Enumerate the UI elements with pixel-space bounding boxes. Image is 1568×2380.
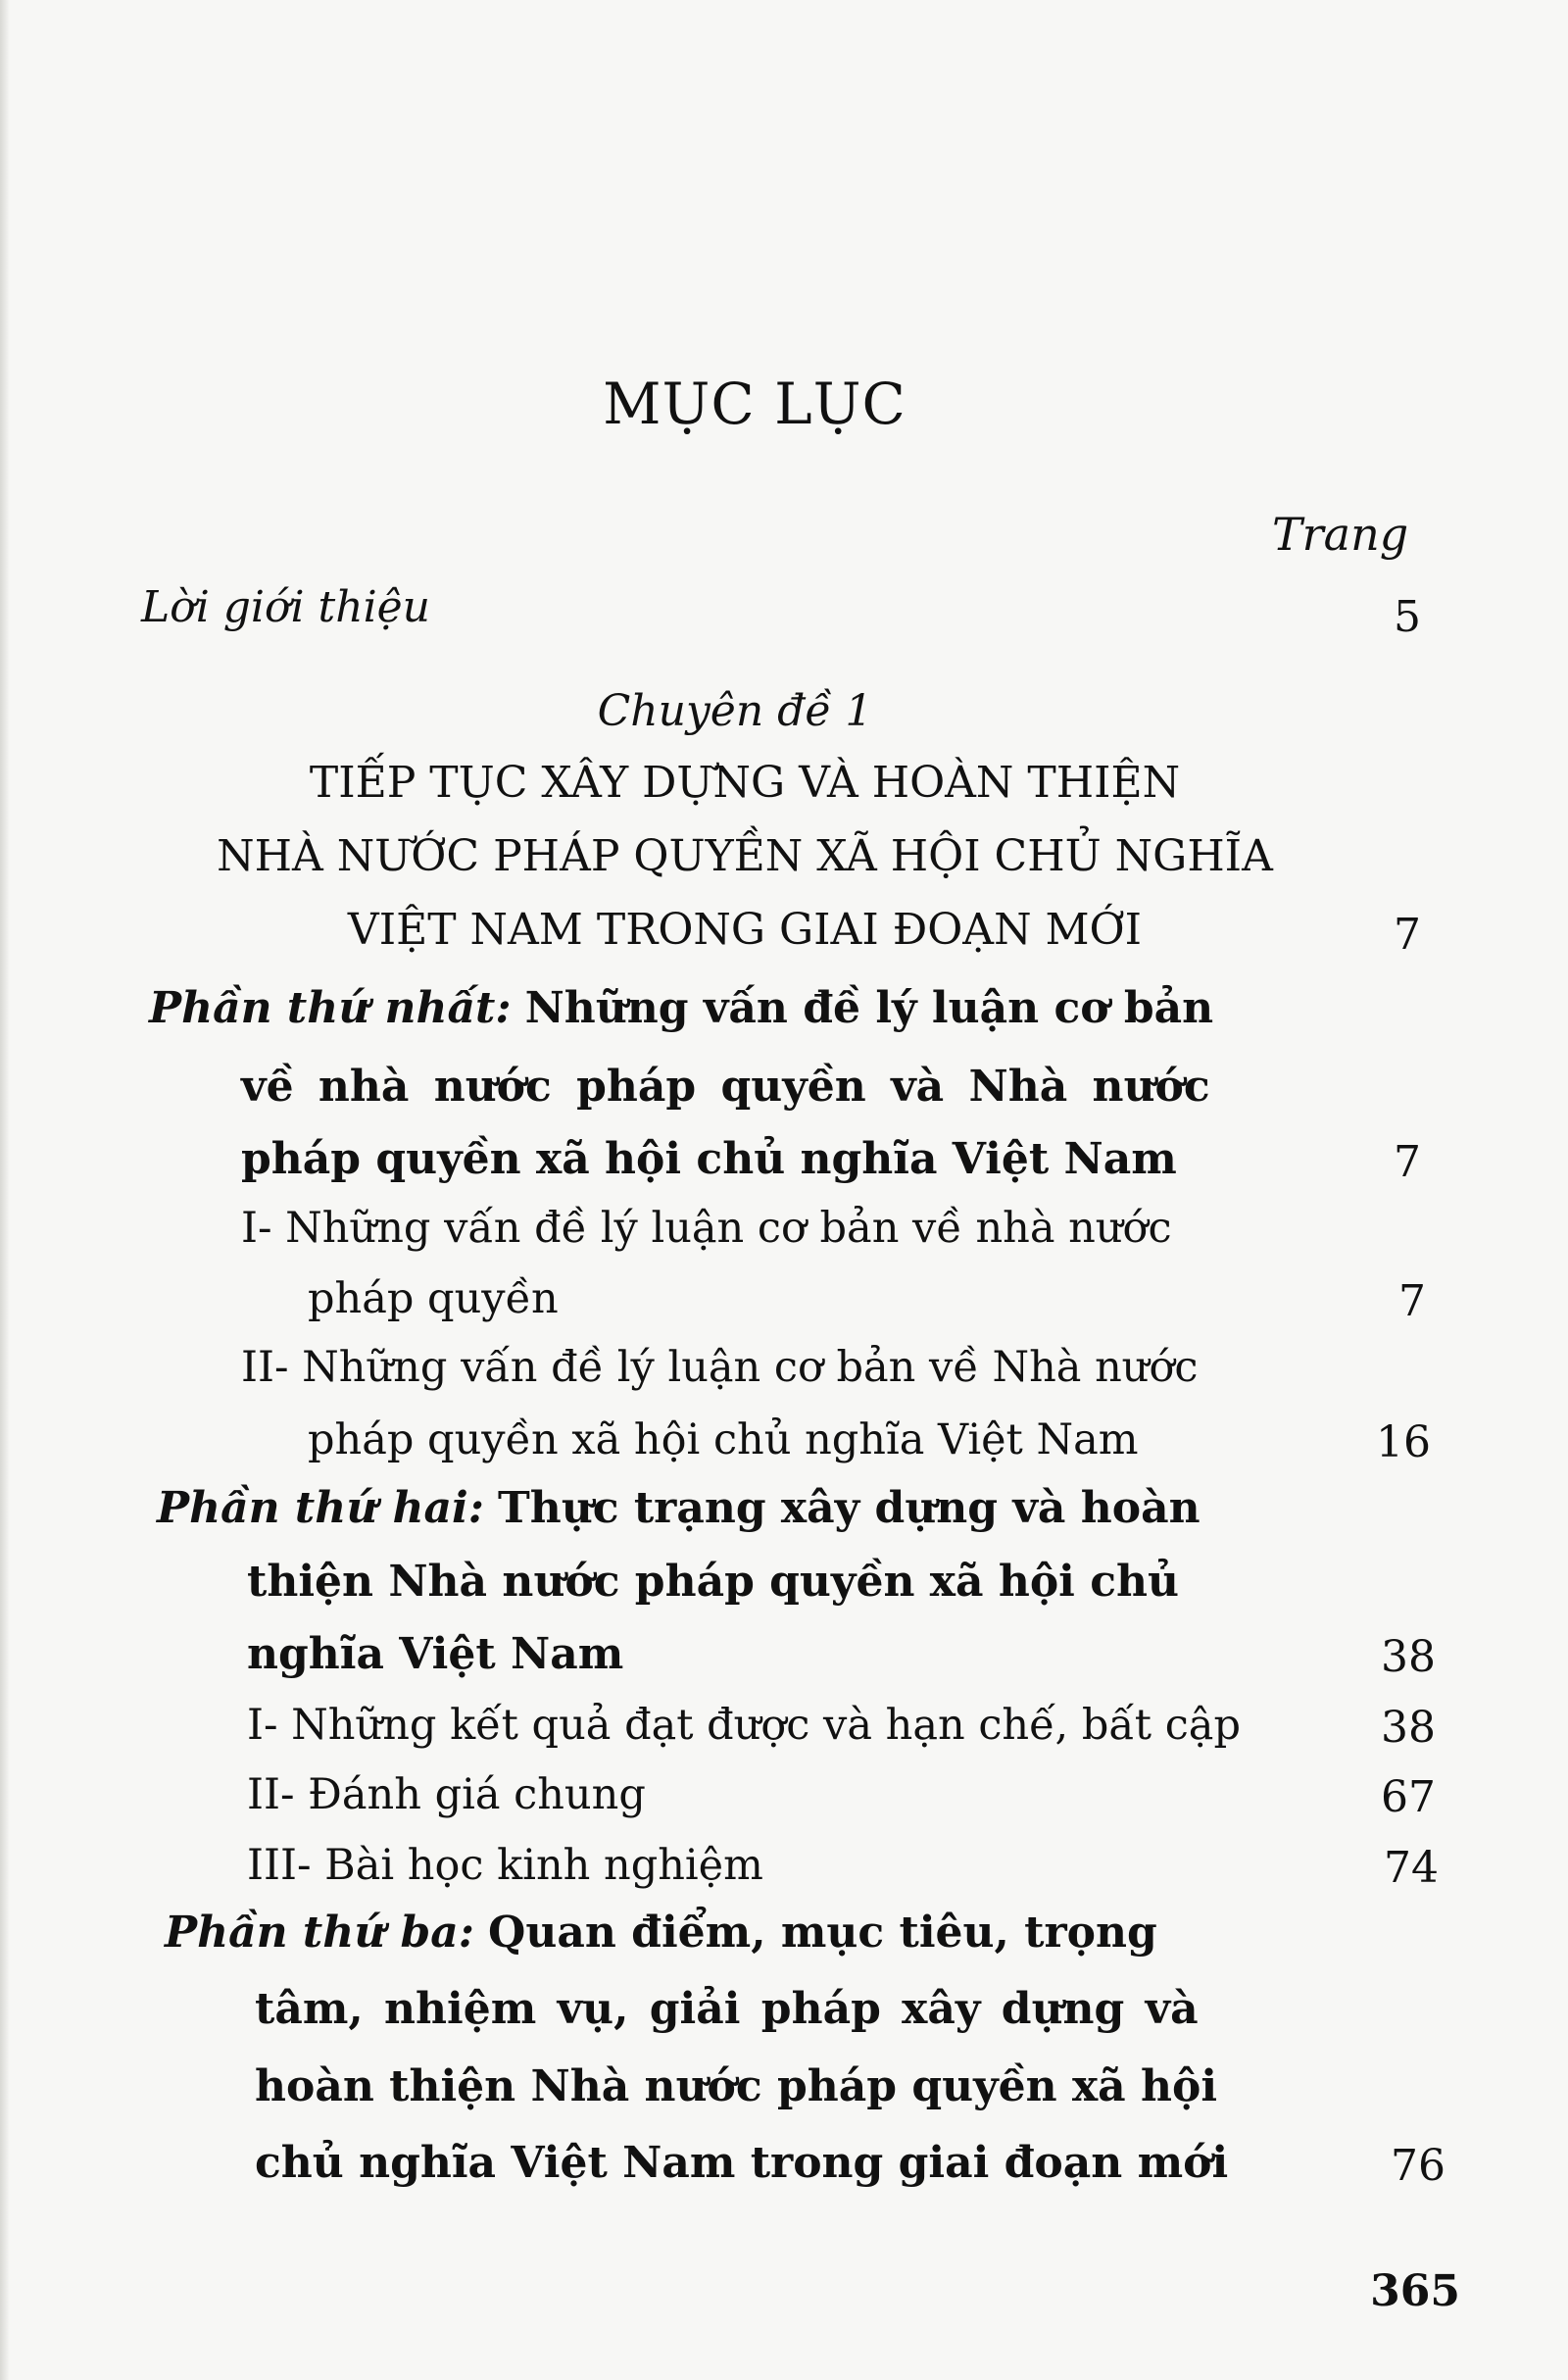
topic-heading: Chuyên đề 1 [597,686,873,736]
part-1-section-1-line-2: pháp quyền [308,1274,559,1323]
toc-intro-page: 5 [1394,592,1421,642]
part-2-section-1: I- Những kết quả đạt được và hạn chế, bất cập [247,1701,1241,1750]
part-3-prefix: Phần thứ ba: [165,1908,475,1958]
part-1-title-1: Những vấn đề lý luận cơ bản [524,983,1214,1033]
part-2-page: 38 [1381,1632,1436,1682]
topic-title-line-2: NHÀ NƯỚC PHÁP QUYỀN XÃ HỘI CHỦ NGHĨA [217,831,1273,881]
topic-page: 7 [1394,910,1421,960]
part-1-section-1-page: 7 [1398,1276,1426,1326]
part-2-section-3: III- Bài học kinh nghiệm [247,1841,763,1890]
toc-intro-label: Lời giới thiệu [141,582,431,632]
part-3-title-1: Quan điểm, mục tiêu, trọng [488,1908,1157,1958]
topic-title-line-1: TIẾP TỤC XÂY DỰNG VÀ HOÀN THIỆN [309,758,1181,808]
part-3-line-1 [165,1908,1157,1958]
part-2-section-1-page: 38 [1381,1703,1436,1753]
page-column-label: Trang [1272,508,1409,561]
part-2-title-3: nghĩa Việt Nam [247,1629,624,1679]
part-3-page: 76 [1391,2141,1446,2191]
part-2-section-3-page: 74 [1384,1843,1439,1893]
part-2-section-2: II- Đánh giá chung [247,1770,646,1819]
part-2-title-2: thiện Nhà nước pháp quyền xã hội chủ [247,1557,1179,1607]
page-gutter-shadow [0,0,10,2380]
page-title: MỤC LỤC [603,371,906,437]
part-2-section-2-page: 67 [1381,1772,1436,1822]
part-1-section-2-line-1: II- Những vấn đề lý luận cơ bản về Nhà nước [241,1343,1199,1392]
part-1-prefix: Phần thứ nhất: [149,983,512,1033]
part-1-title-3: pháp quyền xã hội chủ nghĩa Việt Nam [241,1134,1177,1184]
page-number: 365 [1370,2266,1460,2316]
part-1-section-2-line-2: pháp quyền xã hội chủ nghĩa Việt Nam [308,1415,1139,1464]
part-1-line-1 [149,983,1213,1033]
part-3-title-4: chủ nghĩa Việt Nam trong giai đoạn mới [255,2138,1229,2188]
part-1-page: 7 [1394,1137,1421,1187]
part-1-section-2-page: 16 [1376,1417,1431,1467]
part-3-title-2: tâm, nhiệm vụ, giải pháp xây dựng và [255,1984,1199,2034]
part-1-section-1-line-1: I- Những vấn đề lý luận cơ bản về nhà nước [241,1204,1172,1253]
part-1-title-2: về nhà nước pháp quyền và Nhà nước [241,1062,1210,1112]
part-2-line-1 [157,1483,1200,1533]
part-2-title-1: Thực trạng xây dựng và hoàn [497,1483,1200,1533]
topic-title-line-3: VIỆT NAM TRONG GIAI ĐOẠN MỚI [347,905,1143,955]
part-3-title-3: hoàn thiện Nhà nước pháp quyền xã hội [255,2061,1218,2111]
part-2-prefix: Phần thứ hai: [157,1483,484,1533]
